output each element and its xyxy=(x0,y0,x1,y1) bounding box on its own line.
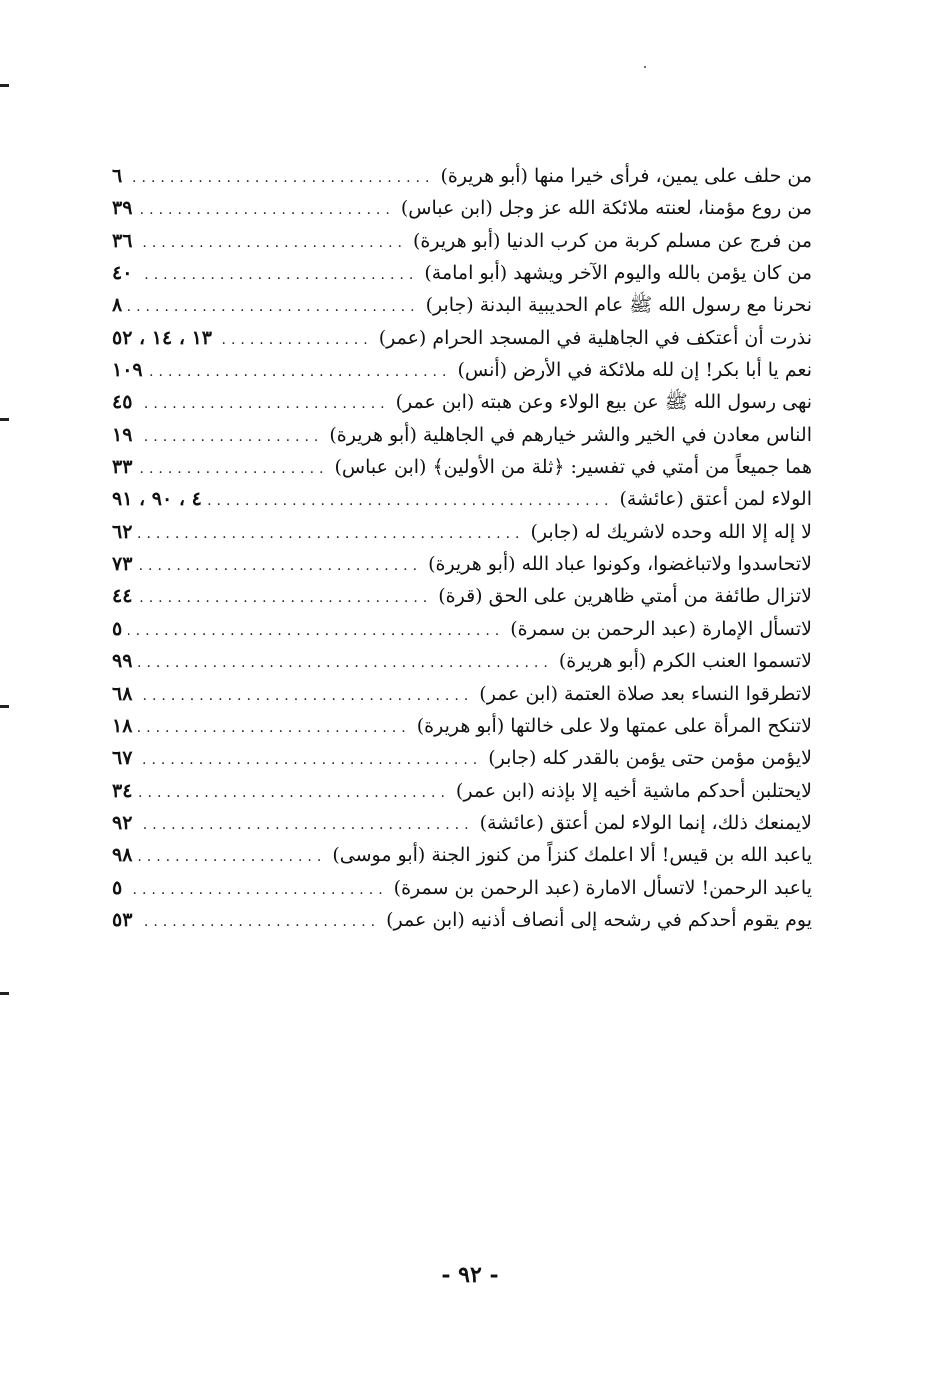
page-reference: ١٣ ، ١٤ ، ٥٢ xyxy=(112,326,213,349)
dot-leader xyxy=(138,906,380,938)
index-entry xyxy=(112,354,812,386)
page-reference: ٥٣ xyxy=(112,908,133,931)
page-reference: ٤٥ xyxy=(112,391,133,414)
narrator-name: (أبو هريرة) xyxy=(329,423,417,446)
index-entry xyxy=(112,839,812,871)
hadith-text: لايؤمن مؤمن حتى يؤمن بالقدر كله xyxy=(542,747,812,770)
page-reference: ١٠٩ xyxy=(112,359,143,382)
hadith-text: لايمنعك ذلك، إنما الولاء لمن أعتق xyxy=(549,811,812,834)
hadith-text: لاتزال طائفة من أمتي ظاهرين على الحق xyxy=(488,585,812,608)
index-entry xyxy=(112,192,812,224)
dot-leader xyxy=(128,162,434,194)
dot-leader xyxy=(138,194,394,226)
narrator-name: (عبد الرحمن بن سمرة) xyxy=(393,876,580,899)
page-reference: ٦٧ xyxy=(112,747,133,770)
page-number: - ٩٢ - xyxy=(441,1262,499,1288)
page-reference: ٤٤ xyxy=(112,585,133,608)
hadith-text: من حلف على يمين، فرأى خيرا منها xyxy=(533,165,812,187)
dot-leader xyxy=(138,712,410,744)
index-entry xyxy=(112,613,812,645)
narrator-name: (ابن عمر) xyxy=(479,682,558,705)
hadith-text: ياعبد الله بن قيس! ألا اعلمك كنزاً من كنوز الجنة xyxy=(431,844,812,867)
index-entry xyxy=(112,872,812,904)
narrator-name: (عمر) xyxy=(378,326,427,349)
page-reference: ٩٩ xyxy=(112,650,133,673)
index-entry xyxy=(112,322,812,354)
narrator-name: (جابر) xyxy=(488,747,537,770)
hadith-text: لا إله إلا الله وحده لاشريك له xyxy=(584,520,812,543)
dot-leader xyxy=(138,777,450,809)
dot-leader xyxy=(138,453,328,485)
narrator-name: (أبو هريرة) xyxy=(416,714,505,737)
narrator-name: (جابر) xyxy=(425,294,474,317)
dot-leader xyxy=(138,227,407,259)
page-reference: ٦٢ xyxy=(112,520,133,543)
index-entry xyxy=(112,645,812,677)
page-reference: ٨ xyxy=(112,294,123,317)
page-reference: ٦٨ xyxy=(112,682,133,705)
page-reference: ٧٣ xyxy=(112,553,133,576)
narrator-name: (عائشة) xyxy=(619,488,684,511)
hadith-text: لاتحاسدوا ولاتباغضوا، وكونوا عباد الله xyxy=(521,553,812,576)
narrator-name: (عبد الرحمن بن سمرة) xyxy=(510,617,697,640)
hadith-text: ياعبد الرحمن! لاتسأل الامارة xyxy=(585,876,812,899)
narrator-name: (قرة) xyxy=(438,585,483,608)
narrator-name: (ابن عمر) xyxy=(386,908,465,931)
hadith-text: لاتسأل الإمارة xyxy=(702,617,812,640)
narrator-name: (أبو هريرة) xyxy=(428,553,516,576)
page-reference: ٦ xyxy=(112,165,123,187)
narrator-name: (عائشة) xyxy=(479,811,544,834)
index-entry xyxy=(112,807,812,839)
index-entry xyxy=(112,451,812,483)
narrator-name: (أبو موسى) xyxy=(332,844,426,867)
index-entry xyxy=(112,225,812,257)
page-reference: ٣٣ xyxy=(112,456,133,479)
hadith-index-list xyxy=(112,160,812,936)
page-reference: ٩٨ xyxy=(112,844,133,867)
hadith-text: الناس معادن في الخير والشر خيارهم في الجاهلية xyxy=(422,423,812,446)
index-entry xyxy=(112,904,812,936)
dot-leader xyxy=(138,680,473,712)
hadith-text: من فرج عن مسلم كربة من كرب الدنيا xyxy=(506,229,812,252)
index-entry xyxy=(112,548,812,580)
narrator-name: (ابن عمر) xyxy=(395,391,475,414)
dot-leader xyxy=(128,615,504,647)
dot-leader xyxy=(138,388,389,420)
index-entry xyxy=(112,775,812,807)
hadith-text: نعم يا أبا بكر! إن لله ملائكة في الأرض xyxy=(513,359,812,382)
page-reference: ٤ ، ٩٠ ، ٩١ xyxy=(112,488,202,511)
page-reference: ٣٦ xyxy=(112,229,133,252)
dot-leader xyxy=(138,550,422,582)
index-entry xyxy=(112,160,812,192)
index-entry xyxy=(112,386,812,418)
index-entry xyxy=(112,257,812,289)
narrator-name: (أنس) xyxy=(457,359,508,382)
dot-leader xyxy=(208,485,614,517)
narrator-name: (أبو هريرة) xyxy=(558,650,647,673)
page-reference: ٥ xyxy=(112,876,123,899)
scan-edge-mark xyxy=(0,84,9,87)
page-reference: ٩٢ xyxy=(112,811,133,834)
narrator-name: (أبو هريرة) xyxy=(412,229,501,252)
narrator-name: (أبو امامة) xyxy=(424,262,508,285)
page-reference: ٤٠ xyxy=(112,262,133,285)
index-entry xyxy=(112,483,812,515)
hadith-text: الولاء لمن أعتق xyxy=(689,488,812,511)
dot-leader xyxy=(128,291,419,323)
dot-leader xyxy=(138,841,326,873)
narrator-name: (أبو هريرة) xyxy=(440,165,528,187)
hadith-text: هما جميعاً من أمتي في تفسير: ﴿ثلة من الأولين﴾ xyxy=(432,456,812,479)
page-reference: ٣٩ xyxy=(112,197,133,220)
hadith-text: من روع مؤمنا، لعنته ملائكة الله عز وجل xyxy=(498,197,812,220)
hadith-text: يوم يقوم أحدكم في رشحه إلى أنصاف أذنيه xyxy=(470,908,812,931)
hadith-text: نحرنا مع رسول الله ﷺ عام الحديبية البدنة xyxy=(479,294,812,317)
dot-leader xyxy=(128,874,387,906)
dot-leader xyxy=(149,356,452,388)
page-reference: ٣٤ xyxy=(112,779,133,802)
page-reference: ١٩ xyxy=(112,423,133,446)
hadith-text: لاتسموا العنب الكرم xyxy=(652,650,812,673)
index-entry xyxy=(112,516,812,548)
dot-leader xyxy=(138,582,432,614)
page-reference: ١٨ xyxy=(112,714,133,737)
index-entry xyxy=(112,678,812,710)
scan-edge-mark xyxy=(0,418,9,421)
scan-edge-mark xyxy=(0,705,9,708)
narrator-name: (ابن عمر) xyxy=(455,779,535,802)
scan-speck xyxy=(644,66,646,68)
page-reference: ٥ xyxy=(112,617,123,640)
hadith-text: لاتطرقوا النساء بعد صلاة العتمة xyxy=(564,682,812,705)
narrator-name: (ابن عباس) xyxy=(400,197,493,220)
index-entry xyxy=(112,580,812,612)
dot-leader xyxy=(138,421,323,453)
hadith-text: من كان يؤمن بالله واليوم الآخر ويشهد xyxy=(513,262,812,285)
index-entry xyxy=(112,710,812,742)
dot-leader xyxy=(218,324,373,356)
dot-leader xyxy=(138,518,524,550)
dot-leader xyxy=(138,259,418,291)
hadith-text: لايحتلبن أحدكم ماشية أخيه إلا بإذنه xyxy=(540,779,812,802)
narrator-name: (ابن عباس) xyxy=(334,456,427,479)
dot-leader xyxy=(138,647,552,679)
index-entry xyxy=(112,289,812,321)
scan-edge-mark xyxy=(0,992,9,995)
dot-leader xyxy=(138,809,473,841)
hadith-text: نهى رسول الله ﷺ عن بيع الولاء وعن هبته xyxy=(480,391,812,414)
narrator-name: (جابر) xyxy=(530,520,579,543)
hadith-text: لاتنكح المرأة على عمتها ولا على خالتها xyxy=(510,714,812,737)
dot-leader xyxy=(138,744,482,776)
hadith-text: نذرت أن أعتكف في الجاهلية في المسجد الحرام xyxy=(432,326,812,349)
index-entry xyxy=(112,419,812,451)
index-entry xyxy=(112,742,812,774)
